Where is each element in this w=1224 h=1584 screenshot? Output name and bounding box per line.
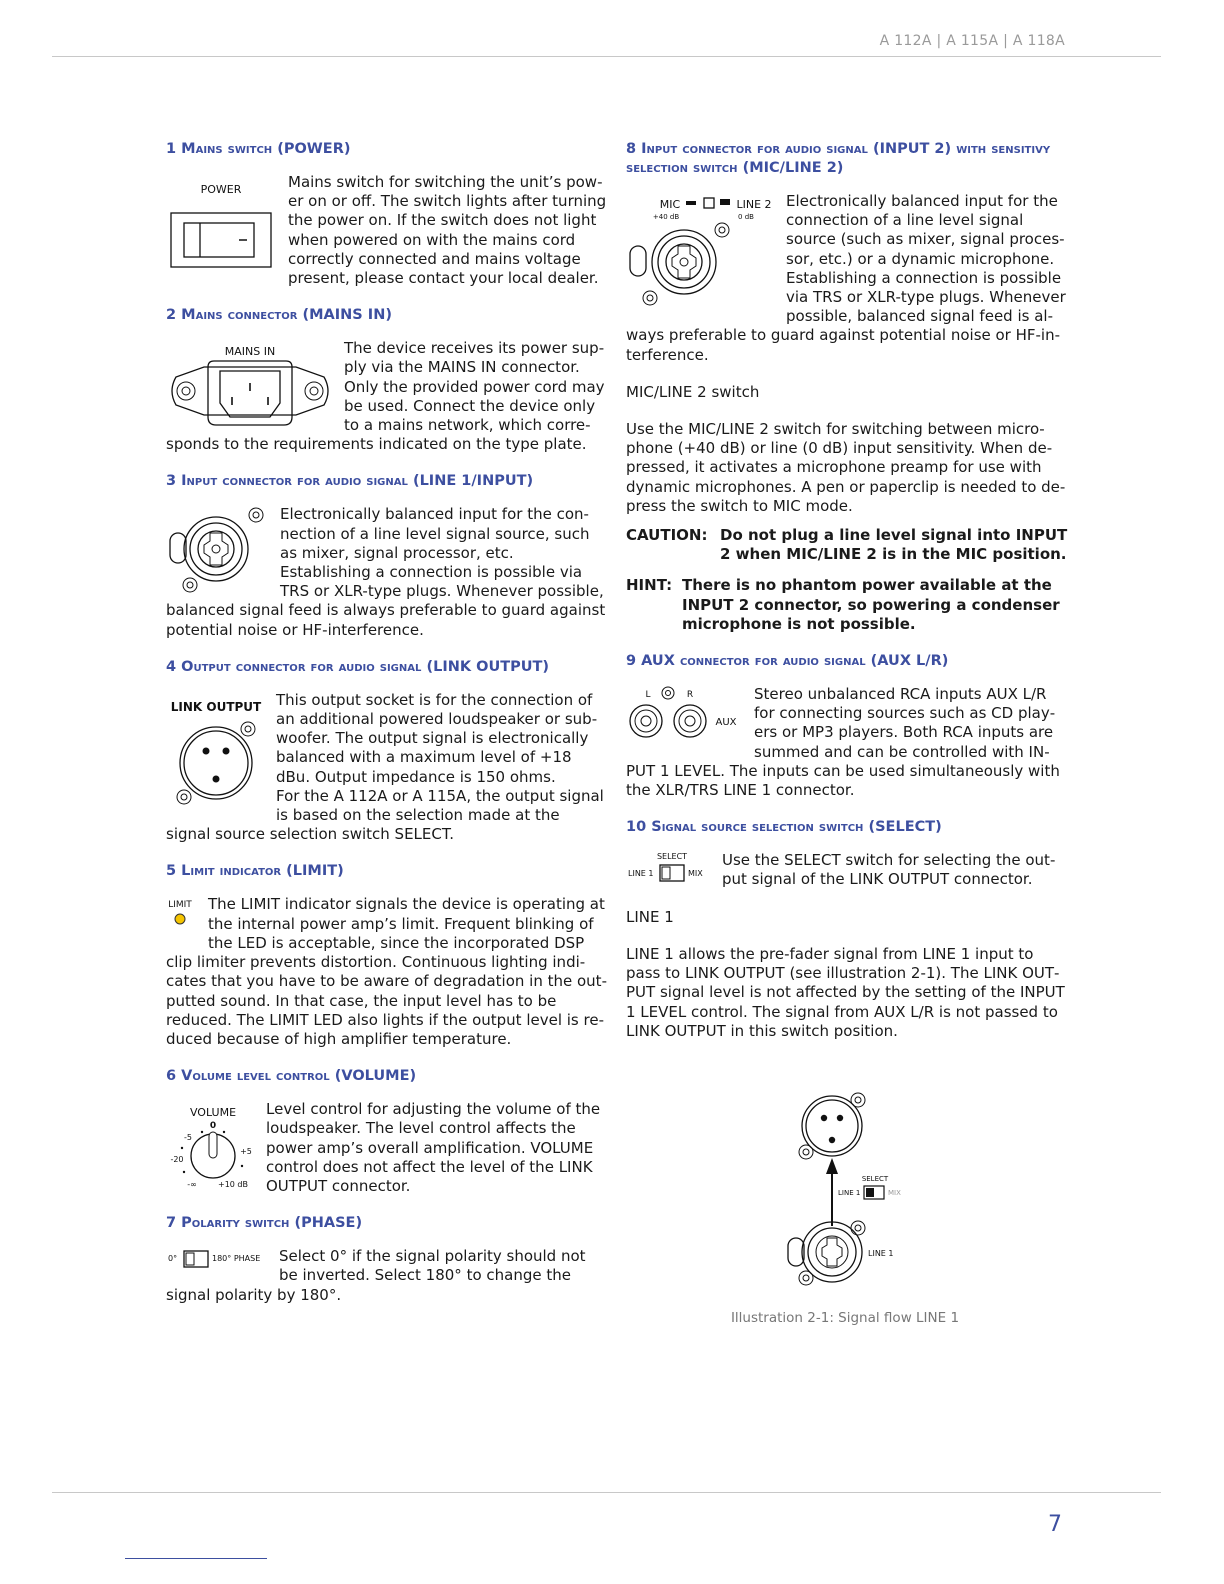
section-aux xyxy=(626,652,1068,800)
section-heading: 5 Limit indicator (LIMIT) xyxy=(166,863,344,880)
svg-text:VOLUME: VOLUME xyxy=(189,1106,237,1120)
svg-text:0 dB: 0 dB xyxy=(738,213,754,221)
section-text: Use the SELECT switch for selecting the output signal of the LINK OUTPUT connector. xyxy=(722,851,1056,889)
caution-note xyxy=(626,526,1068,564)
section-heading: 1 Mains switch (POWER) xyxy=(166,141,351,157)
svg-text:L: L xyxy=(645,690,651,701)
xlr-output-figure xyxy=(166,691,266,815)
svg-text:+10 dB: +10 dB xyxy=(218,1180,248,1190)
svg-text:0: 0 xyxy=(209,1121,217,1132)
svg-text:AUX: AUX xyxy=(715,717,737,729)
section-text: Mains switch for switching the unit’s power on or off. The switch lights after turning the power on. If the switch does not light when powered on with the mains cord correctly connected and mains voltage present, please contact your local dealer. xyxy=(288,173,607,288)
svg-text:180° PHASE: 180° PHASE xyxy=(212,1254,261,1264)
svg-text:-∞: -∞ xyxy=(187,1180,197,1190)
section-heading: 10 Signal source selection switch (SELECT) xyxy=(626,819,942,836)
footer-link-underline xyxy=(125,1558,267,1559)
section-heading: 4 Output connector for audio signal (LINK OUTPUT) xyxy=(166,658,550,675)
subheading: LINE 1 xyxy=(626,907,674,926)
section-select xyxy=(626,818,1068,1041)
svg-text:0°: 0° xyxy=(168,1254,178,1264)
section-heading: 2 Mains connector (MAINS IN) xyxy=(166,307,392,324)
section-heading: 8 Input connector for audio signal (INPUT 2) with sensitivy selection switch (MIC/LINE 2) xyxy=(626,141,1051,176)
section-link-output xyxy=(166,658,608,845)
svg-text:+5: +5 xyxy=(240,1147,252,1157)
section-input2 xyxy=(626,140,1068,634)
section-heading: 7 Polarity switch (PHASE) xyxy=(166,1215,363,1232)
svg-text:LINE 1: LINE 1 xyxy=(838,1189,861,1197)
section-text: Electronically balanced input for the connection of a line level signal source, such as mixer, signal processor, etc. Establishing a connection is possible via TRS or XLR-type plugs. Whenever possible, balanced signal feed is always preferable to guard against potential noise or HF-interference. xyxy=(166,505,606,639)
right-column xyxy=(626,140,1068,1059)
section-text: Stereo unbalanced RCA inputs AUX L/R for connecting sources such as CD players or MP3 players. Both RCA inputs are summed and can be controlled with INPUT 1 LEVEL. The inputs can be used simultaneously with the XLR/TRS LINE 1 connector. xyxy=(626,685,1060,800)
mains-connector-figure xyxy=(166,339,334,435)
volume-knob-figure xyxy=(166,1100,256,1192)
limit-led-icon xyxy=(175,914,185,924)
header-rule xyxy=(52,56,1161,57)
svg-text:+40 dB: +40 dB xyxy=(652,213,680,221)
section-power xyxy=(166,140,608,288)
section-phase xyxy=(166,1214,608,1305)
section-text: Select 0° if the signal polarity should not be inverted. Select 180° to change the signal polarity by 180°. xyxy=(166,1247,586,1304)
svg-text:SELECT: SELECT xyxy=(861,1175,889,1183)
svg-text:-5: -5 xyxy=(184,1133,192,1143)
section-mains-in xyxy=(166,306,608,454)
section-text: Level control for adjusting the volume of the loudspeaker. The level control affects the power amp’s overall amplification. VOLUME control does not affect the level of the LINK OUTPUT connector. xyxy=(266,1100,601,1195)
svg-text:MIX: MIX xyxy=(688,869,703,879)
svg-text:LINE 1: LINE 1 xyxy=(628,869,654,879)
footer-rule xyxy=(52,1492,1161,1493)
left-column xyxy=(166,140,608,1323)
section-text-2: For the A 112A or A 115A, the output signal is based on the selection made at the signal source selection switch SELECT. xyxy=(166,786,604,844)
section-text: Electronically balanced input for the connection of a line level signal source (such as mixer, signal processor, etc.) or a dynamic microphone. Establishing a connection is possible via TRS or XLR-type plugs. Whenever possible, balanced signal feed is always preferable to guard against potential noise or HF-interference. xyxy=(626,192,1066,364)
svg-text:LIMIT: LIMIT xyxy=(168,900,192,911)
svg-text:MIX: MIX xyxy=(888,1189,901,1197)
signal-flow-illustration xyxy=(780,1090,920,1296)
section-text: This output socket is for the connection of an additional powered loudspeaker or subwoofer. The output signal is electronically balanced with a maximum level of +18 dBu. Output impedance is 150 ohms. xyxy=(276,690,598,786)
section-limit xyxy=(166,862,608,1049)
svg-text:LINK OUTPUT: LINK OUTPUT xyxy=(170,699,262,714)
section-heading: 6 Volume level control (VOLUME) xyxy=(166,1068,417,1085)
svg-text:LINE 1: LINE 1 xyxy=(868,1249,894,1258)
svg-text:MIC: MIC xyxy=(659,198,681,211)
section-text-2: LINE 1 allows the pre-fader signal from LINE 1 input to pass to LINK OUTPUT (see illustration 2-1). The LINK OUTPUT signal level is not affected by the setting of the INPUT 1 LEVEL control. The signal from AUX L/R is not passed to LINK OUTPUT in this switch position. xyxy=(626,944,1065,1040)
phase-switch-figure xyxy=(166,1247,269,1277)
svg-text:SELECT: SELECT xyxy=(656,852,688,862)
select-switch-figure xyxy=(626,851,712,887)
svg-text:R: R xyxy=(686,690,694,701)
aux-rca-figure xyxy=(626,685,744,747)
hint-note xyxy=(626,576,1068,634)
hint-text: There is no phantom power available at the INPUT 2 connector, so powering a condenser microphone is not possible. xyxy=(682,576,1060,633)
combo-input-figure xyxy=(166,505,270,593)
section-heading: 9 AUX connector for audio signal (AUX L/R) xyxy=(626,653,949,670)
svg-text:MAINS IN: MAINS IN xyxy=(224,345,276,359)
section-line1-input xyxy=(166,472,608,639)
section-text: The device receives its power supply via the MAINS IN connector. Only the provided power cord may be used. Connect the device only to a mains network, which corresponds to the requirements indicated on the type plate. xyxy=(166,339,605,454)
page-number: 7 xyxy=(1048,1512,1062,1537)
caution-label: CAUTION: xyxy=(626,526,708,545)
header-title: A 112A | A 115A | A 118A xyxy=(879,33,1065,49)
subheading: MIC/LINE 2 switch xyxy=(626,382,760,401)
section-volume xyxy=(166,1067,608,1196)
input2-figure xyxy=(626,192,776,308)
hint-label: HINT: xyxy=(626,576,673,595)
section-text-2: Use the MIC/LINE 2 switch for switching between microphone (+40 dB) or line (0 dB) input sensitivity. When depressed, it activates a microphone preamp for use with dynamic microphones. A pen or paperclip is needed to depress the switch to MIC mode. xyxy=(626,420,1066,515)
fig-label: POWER xyxy=(200,183,242,196)
svg-text:-20: -20 xyxy=(170,1155,184,1165)
illustration-caption: Illustration 2-1: Signal flow LINE 1 xyxy=(730,1310,960,1326)
limit-led-figure xyxy=(166,895,198,935)
section-text: The LIMIT indicator signals the device is operating at the internal power amp’s limit. Frequent blinking of the LED is acceptable, since the incorporated DSP clip limiter prevents distortion. Continuous lighting indicates that you have to be aware of degradation in the outputted sound. In that case, the input level has to be reduced. The LIMIT LED also lights if the output level is reduced because of high amplifier temperature. xyxy=(166,895,607,1048)
svg-text:LINE 2: LINE 2 xyxy=(736,198,772,211)
power-switch-figure xyxy=(166,173,278,273)
caution-text: Do not plug a line level signal into INPUT 2 when MIC/LINE 2 is in the MIC position. xyxy=(720,526,1068,564)
section-heading: 3 Input connector for audio signal (LINE 1/INPUT) xyxy=(166,473,534,490)
